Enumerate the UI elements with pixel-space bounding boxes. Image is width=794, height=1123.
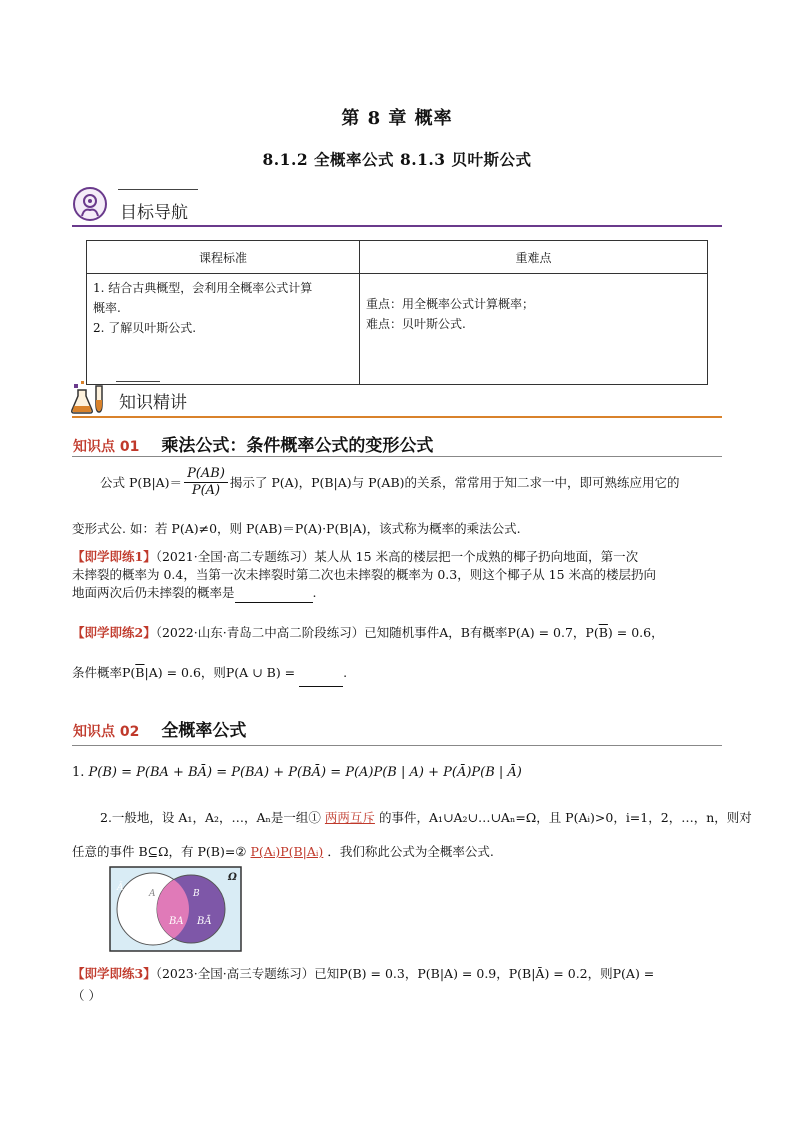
ex1-answer-blank[interactable] bbox=[235, 584, 313, 603]
kp2-def-line1a: 2.一般地，设 A₁，A₂，…，Aₙ是一组① bbox=[100, 810, 321, 825]
goal-section-label: 目标导航 bbox=[120, 203, 188, 223]
kp2-formula-number: 1. bbox=[72, 765, 85, 780]
ex2-tag: 【即学即练2】 bbox=[72, 625, 156, 640]
kp1-p1-prefix: 公式 P(B|A)＝ bbox=[100, 474, 183, 490]
ex2-line1b: ) = 0.6， bbox=[607, 625, 664, 640]
kp2-heading bbox=[73, 716, 246, 741]
kp2-formula: P(B) = P(BA + BĀ) = P(BA) + P(BĀ) = P(A)P(B | A) + P(Ā)P(B | Ā) bbox=[88, 765, 522, 780]
exercise-1 bbox=[72, 548, 732, 603]
goal-table bbox=[86, 240, 708, 385]
ex1-tag: 【即学即练1】 bbox=[72, 549, 156, 564]
venn-label-babar: BĀ bbox=[197, 916, 212, 927]
ex3-answer-paren[interactable]: （ ） bbox=[72, 988, 101, 1003]
kp1-fraction bbox=[184, 466, 228, 499]
ex2-line1a: （2022·山东·青岛二中高二阶段练习）已知随机事件A，B有概率P(A) = 0.7，P( bbox=[155, 625, 599, 640]
venn-label-omega: Ω bbox=[228, 872, 237, 883]
keypoint-line-1: 重点：用全概率公式计算概率； bbox=[366, 297, 535, 311]
head-gear-icon bbox=[72, 186, 108, 222]
ex1-end: . bbox=[312, 585, 317, 600]
kp2-tag: 知识点 02 bbox=[73, 724, 140, 740]
kp1-title: 乘法公式：条件概率公式的变形公式 bbox=[161, 436, 434, 456]
venn-label-b: B bbox=[193, 889, 200, 899]
lab-flask-icon bbox=[70, 378, 110, 416]
kp1-divider bbox=[72, 456, 722, 457]
ex2-bbar-2: $\overline{B}$ bbox=[135, 665, 145, 680]
kp2-divider bbox=[72, 745, 722, 746]
ex3-tag: 【即学即练3】 bbox=[72, 966, 156, 981]
kp1-frac-den: P(A) bbox=[191, 483, 221, 498]
kp1-p2: 变形式公. 如：若 P(A)≠0，则 P(AB)＝P(A)·P(B|A)，该式称为概率的乘法公式. bbox=[72, 521, 521, 536]
standard-line-3: 2. 了解贝叶斯公式. bbox=[93, 321, 197, 335]
knowledge-section-label: 知识精讲 bbox=[119, 393, 187, 413]
kp2-title: 全概率公式 bbox=[161, 721, 247, 741]
kp2-def-line2b: ．我们称此公式为全概率公式. bbox=[327, 844, 494, 859]
ex2-line2a: 条件概率P( bbox=[72, 665, 136, 680]
goal-short-rule bbox=[118, 189, 198, 190]
goal-divider bbox=[72, 225, 722, 227]
kp1-formula-line bbox=[100, 466, 680, 499]
kp2-answer-1: 两两互斥 bbox=[324, 810, 375, 825]
section-title: 8.1.2 全概率公式 8.1.3 贝叶斯公式 bbox=[262, 150, 532, 169]
kp1-p1-suffix: 揭示了 P(A)，P(B|A)与 P(AB)的关系，常常用于知二求一中，即可熟练应用它的 bbox=[229, 474, 680, 490]
kp2-definition bbox=[72, 801, 752, 869]
venn-label-abar: Ā bbox=[117, 883, 124, 893]
kp2-answer-2: P(Aᵢ)P(B|Aᵢ) bbox=[250, 844, 324, 859]
table-cell-keypoints bbox=[360, 274, 708, 385]
ex1-line1: （2021·全国·高二专题练习）某人从 15 米高的楼层把一个成熟的椰子扔向地面，第一次 bbox=[155, 549, 639, 564]
kp1-tag: 知识点 01 bbox=[73, 439, 140, 455]
knowledge-divider bbox=[72, 416, 722, 418]
table-cell-standard bbox=[87, 274, 360, 385]
exercise-3 bbox=[72, 963, 742, 1007]
standard-line-2: 概率. bbox=[93, 301, 121, 315]
exercise-2 bbox=[72, 620, 732, 686]
ex1-line2: 未摔裂的概率为 0.4，当第一次未摔裂时第二次也未摔裂的概率为 0.3，则这个椰子从 15 米高的楼层扔向 bbox=[72, 567, 657, 582]
kp2-def-line2a: 任意的事件 B⊆Ω，有 P(B)=② bbox=[72, 844, 247, 859]
table-header-keypoints: 重难点 bbox=[360, 241, 708, 274]
ex2-end: . bbox=[343, 665, 348, 680]
standard-line-1: 1. 结合古典概型，会利用全概率公式计算 bbox=[93, 281, 313, 295]
ex2-line2b: |A) = 0.6，则P(A ∪ B) = bbox=[144, 665, 300, 680]
kp1-frac-num: P(AB) bbox=[184, 466, 228, 483]
ex2-bbar: $\overline{B}$ bbox=[598, 625, 608, 640]
kp2-total-probability-formula bbox=[72, 764, 522, 782]
ex3-line1: （2023·全国·高三专题练习）已知P(B) = 0.3，P(B|A) = 0.9，P(B|Ā) = 0.2，则P(A) = bbox=[155, 966, 655, 981]
venn-label-a: A bbox=[149, 889, 156, 899]
table-header-standard: 课程标准 bbox=[87, 241, 360, 274]
venn-label-ba: BA bbox=[169, 916, 184, 927]
knowledge-short-rule bbox=[116, 381, 160, 382]
ex1-line3: 地面两次后仍未摔裂的概率是 bbox=[72, 585, 235, 600]
chapter-title: 第 8 章 概率 bbox=[341, 108, 453, 129]
kp2-def-line1b: 的事件，A₁∪A₂∪…∪Aₙ=Ω，且 P(Aᵢ)>0，i=1，2，…，n，则对 bbox=[378, 810, 752, 825]
venn-diagram bbox=[109, 866, 242, 952]
keypoint-line-2: 难点：贝叶斯公式. bbox=[366, 317, 466, 331]
ex2-answer-blank[interactable] bbox=[299, 660, 343, 687]
kp1-heading bbox=[73, 431, 433, 456]
